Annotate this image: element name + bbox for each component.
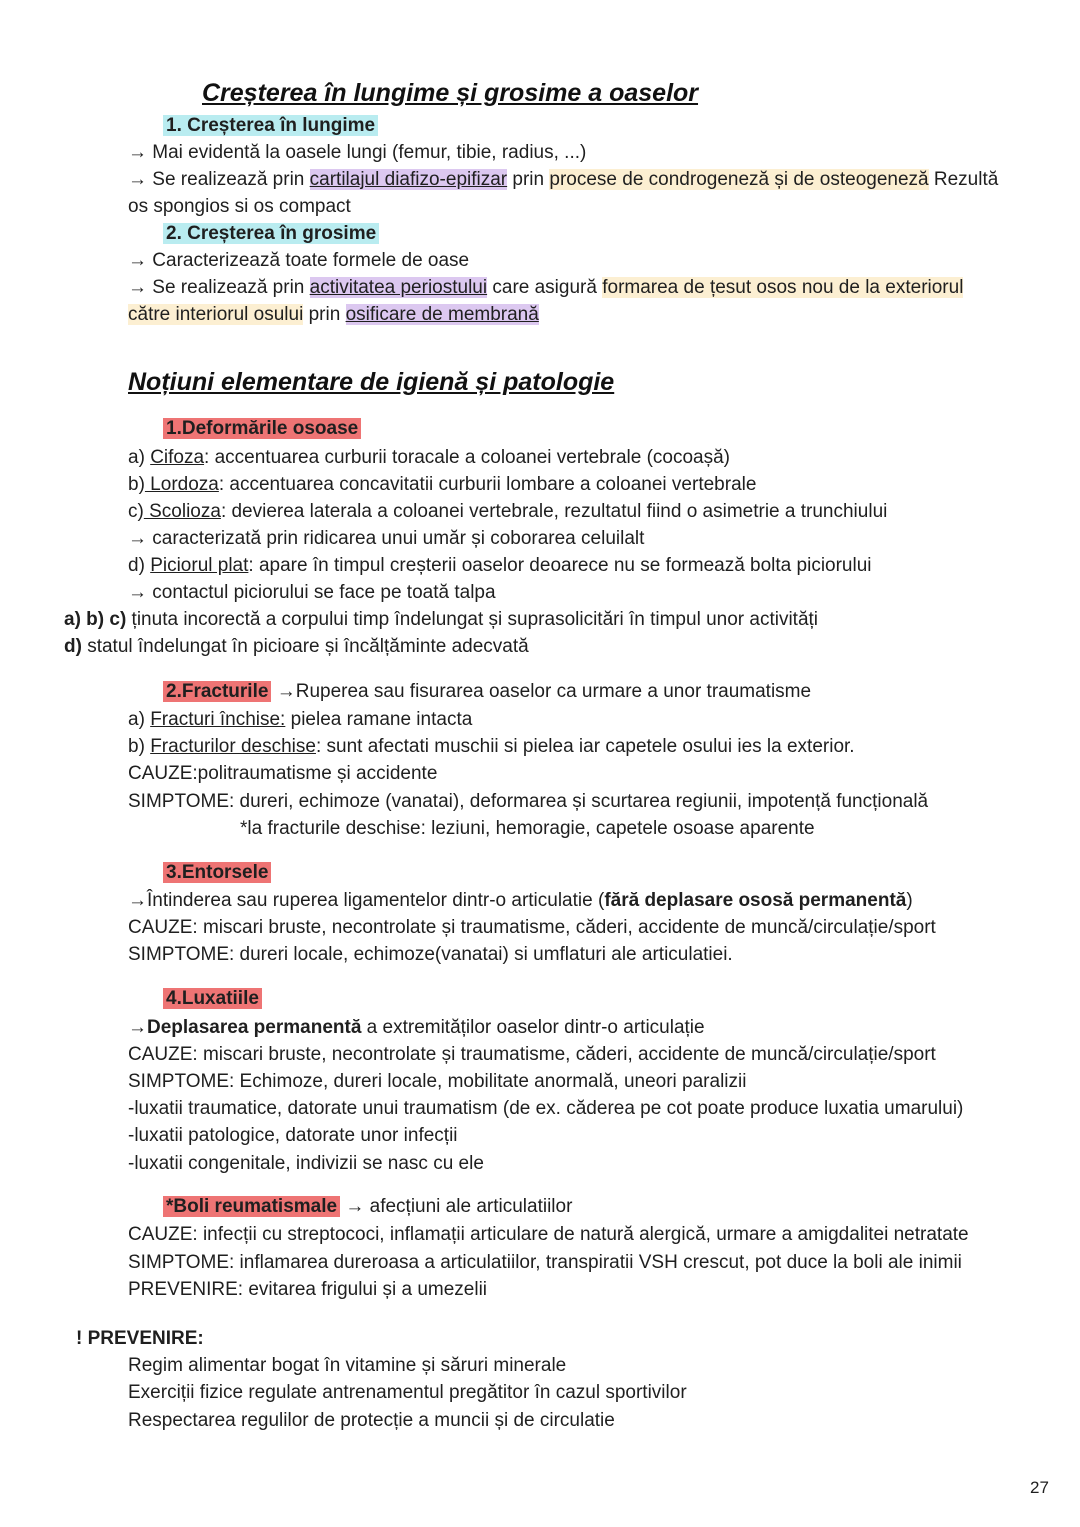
definition: : devierea laterala a coloanei vertebrale, rezultatul fiind o asimetrie a trunchiului [220, 501, 888, 522]
term: Scolioza [143, 501, 221, 522]
section-title-hygiene-pathology: Noțiuni elementare de igienă și patologie [128, 368, 615, 396]
text-line: -luxatii patologice, datorate unor infecții [128, 1125, 458, 1146]
heading-bone-deformities [163, 415, 361, 442]
list-marker: d) [128, 555, 151, 576]
text-fragment: prin [303, 304, 346, 325]
cause-text: ținuta incorectă a corpului timp îndelungat și suprasolicitări în timpul unor activități [126, 609, 819, 630]
list-item [128, 471, 756, 498]
text-line: os spongios si os compact [128, 196, 351, 217]
text-line: CAUZE: miscari bruste, necontrolate și traumatisme, căderi, accidente de muncă/circulație/sport [128, 1044, 936, 1065]
cause-line [64, 606, 818, 633]
highlight-phrase: către interiorul osului [128, 304, 304, 325]
definition: : accentuarea curburii toracale a coloanei vertebrale (cocoașă) [204, 447, 730, 468]
text-line: SIMPTOME: Echimoze, dureri locale, mobilitate anormală, uneori paralizii [128, 1071, 747, 1092]
definition: : accentuarea concavitatii curburii lombare a coloanei vertebrale [218, 474, 757, 495]
bold-phrase: fără deplasare ososă permanentă [604, 890, 907, 911]
heading-label: 3.Entorsele [163, 862, 271, 883]
text-line [128, 887, 913, 914]
text-fragment: → Se realizează prin [128, 169, 310, 190]
heading-fractures [163, 678, 811, 705]
subheading-length-growth [163, 112, 378, 139]
text-fragment: ) [906, 890, 913, 911]
subheading-thickness-growth [163, 220, 379, 247]
prevention-item: Regim alimentar bogat în vitamine și săruri minerale [128, 1355, 567, 1376]
cause-label: a) b) c) [64, 609, 127, 630]
highlight-phrase: procese de condrogeneză și de osteogeneză [549, 169, 929, 190]
definition: pielea ramane intacta [285, 709, 473, 730]
list-marker: b) [128, 474, 145, 495]
text-line: SIMPTOME: dureri, echimoze (vanatai), deformarea și scurtarea regiunii, impotență funcțională [128, 791, 929, 812]
heading-label: 4.Luxatiile [163, 988, 262, 1009]
highlight-term: osificare de membrană [345, 304, 539, 325]
subheading-label: 2. Creșterea în grosime [163, 223, 379, 244]
text-line: → Mai evidentă la oasele lungi (femur, tibie, radius, ...) [128, 142, 587, 163]
highlight-phrase: formarea de țesut osos nou de la exteriorul [602, 277, 964, 298]
heading-description: → afecțiuni ale articulatiilor [340, 1196, 573, 1217]
text-line: CAUZE: miscari bruste, necontrolate și traumatisme, căderi, accidente de muncă/circulație/sport [128, 917, 936, 938]
text-fragment: Rezultă [928, 169, 999, 190]
heading-sprains [163, 859, 271, 886]
text-line: *la fracturile deschise: leziuni, hemoragie, capetele osoase aparente [240, 818, 815, 839]
text-line: PREVENIRE: evitarea frigului și a umezelii [128, 1279, 488, 1300]
text-line: -luxatii traumatice, datorate unui traumatism (de ex. căderea pe cot poate produce luxatia umarului) [128, 1098, 964, 1119]
text-line: → Caracterizează toate formele de oase [128, 250, 470, 271]
cause-line [64, 633, 529, 660]
cause-label: d) [64, 636, 82, 657]
heading-label: 2.Fracturile [163, 681, 271, 702]
term: Fracturilor deschise [150, 736, 316, 757]
list-item [128, 552, 872, 579]
list-marker: a) [128, 447, 151, 468]
text-line: -luxatii congenitale, indivizii se nasc cu ele [128, 1153, 484, 1174]
text-line: CAUZE:politraumatisme și accidente [128, 763, 438, 784]
prevention-item: Respectarea regulilor de protecție a muncii și de circulatie [128, 1410, 615, 1431]
cause-text: statul îndelungat în picioare și încălțăminte adecvată [81, 636, 529, 657]
text-fragment: a extremităților oaselor dintr-o articulație [361, 1017, 705, 1038]
text-fragment: care asigură [487, 277, 603, 298]
list-item [128, 733, 855, 760]
text-line [128, 301, 539, 328]
list-item [128, 706, 472, 733]
text-fragment: prin [507, 169, 550, 190]
definition: : sunt afectati muschii si pielea iar capetele osului ies la exterior. [315, 736, 855, 757]
list-marker: c) [128, 501, 144, 522]
heading-label: *Boli reumatismale [163, 1196, 340, 1217]
term: Fracturi închise: [150, 709, 286, 730]
text-fragment: → Se realizează prin [128, 277, 310, 298]
heading-label: 1.Deformările osoase [163, 418, 361, 439]
definition: : apare în timpul creșterii oaselor deoarece nu se formează bolta piciorului [248, 555, 872, 576]
text-line: SIMPTOME: inflamarea dureroasa a articulatiilor, transpiratii VSH crescut, pot duce la boli ale inimii [128, 1252, 962, 1273]
heading-dislocations [163, 985, 262, 1012]
text-line [128, 274, 963, 301]
term: Cifoza [150, 447, 205, 468]
term: Lordoza [144, 474, 219, 495]
list-marker: a) [128, 709, 151, 730]
text-line: CAUZE: infecții cu streptococi, inflamații articulare de natură alergică, urmare a amigdalitei netratate [128, 1224, 969, 1245]
term: Piciorul plat [150, 555, 249, 576]
list-item [128, 444, 730, 471]
text-line: → contactul piciorului se face pe toată talpa [128, 582, 496, 603]
section-title-bone-growth: Creșterea în lungime și grosime a oaselor [202, 79, 699, 107]
list-item [128, 498, 887, 525]
subheading-label: 1. Creșterea în lungime [163, 115, 378, 136]
prevention-title: ! PREVENIRE: [76, 1328, 204, 1349]
bold-phrase: →Deplasarea permanentă [128, 1017, 362, 1038]
page-number: 27 [1030, 1478, 1049, 1497]
list-marker: b) [128, 736, 151, 757]
text-line: SIMPTOME: dureri locale, echimoze(vanatai) si umflaturi ale articulatiei. [128, 944, 733, 965]
highlight-term: cartilajul diafizo-epifizar [309, 169, 508, 190]
text-fragment: →Întinderea sau ruperea ligamentelor dintr-o articulatie ( [128, 890, 605, 911]
highlight-term: activitatea periostului [309, 277, 488, 298]
text-line [128, 1014, 705, 1041]
text-line [128, 166, 998, 193]
text-line: → caracterizată prin ridicarea unui umăr și coborarea celuilalt [128, 528, 645, 549]
heading-description: →Ruperea sau fisurarea oaselor ca urmare a unor traumatisme [271, 681, 812, 702]
prevention-item: Exerciții fizice regulate antrenamentul pregătitor în cazul sportivilor [128, 1382, 687, 1403]
heading-rheumatic-diseases [163, 1193, 572, 1220]
